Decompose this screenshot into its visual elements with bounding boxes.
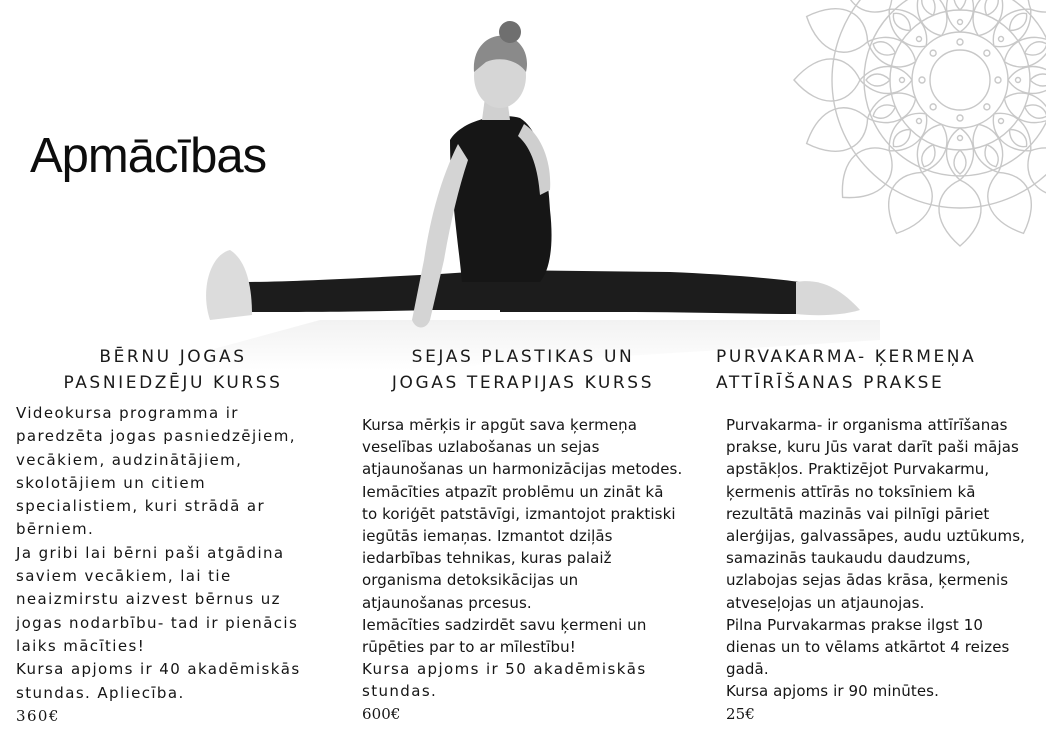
description-line: Purvakarma- ir organisma attīrīšanas	[726, 416, 1008, 434]
description-line: samazinās taukaudu daudzums,	[726, 549, 971, 568]
description-line: Kursa apjoms ir 50 akadēmiskās	[362, 660, 647, 679]
course-price: 360€	[16, 706, 60, 725]
course-price: 25€	[726, 704, 755, 723]
description-line: veselības uzlabošanas un sejas	[362, 438, 600, 457]
course-title-line: BĒRNU JOGAS	[99, 347, 247, 367]
course-price: 600€	[362, 704, 401, 723]
course-description-childrens-yoga	[16, 402, 336, 728]
description-line: vecākiem, audzinātājiem,	[16, 450, 243, 469]
course-title-line: ATTĪRĪŠANAS PRAKSE	[716, 373, 945, 393]
description-line: Kursa apjoms ir 40 akadēmiskās	[16, 660, 301, 679]
description-line: atveseļojas un atjaunojas.	[726, 593, 925, 612]
description-line: uzlabojas sejas ādas krāsa, ķermenis	[726, 571, 1009, 590]
description-line: to koriģēt patstāvīgi, izmantojot praktiski	[362, 504, 676, 523]
course-title-line: PURVAKARMA- ĶERMEŅA	[716, 347, 977, 367]
description-line: atjaunošanas un harmonizācijas metodes.	[362, 460, 683, 479]
course-description-purvakarma	[726, 414, 1026, 725]
course-title-face-yoga	[378, 344, 668, 396]
description-line: stundas. Apliecība.	[16, 683, 185, 702]
page-title: Apmācības	[30, 129, 267, 183]
description-line: Kursa apjoms ir 90 minūtes.	[726, 682, 939, 701]
description-line: apstākļos. Praktizējot Purvakarmu,	[726, 460, 990, 479]
description-line: skolotājiem un citiem	[16, 473, 206, 492]
description-line: alerģijas, galvassāpes, audu uztūkums,	[726, 527, 1026, 546]
description-line: prakse, kuru Jūs varat darīt paši mājas	[726, 438, 1019, 457]
description-line: Iemācīties atpazīt problēmu un zināt kā	[362, 482, 664, 501]
description-line: Iemācīties sadzirdēt savu ķermeni un	[362, 615, 647, 634]
description-line: ķermenis attīrās no toksīniem kā	[726, 482, 976, 501]
description-line: dienas un to vēlams atkārtot 4 reizes	[726, 638, 1010, 657]
description-line: jogas nodarbību- tad ir pienācis	[16, 613, 299, 632]
description-line: iegūtās iemaņas. Izmantot dziļās	[362, 527, 613, 546]
description-line: laiks mācīties!	[16, 636, 146, 655]
course-title-line: JOGAS TERAPIJAS KURSS	[391, 373, 655, 393]
description-line: rezultātā mazinās vai pilnīgi pāriet	[726, 504, 990, 523]
description-line: iedarbības tehnikas, kuras palaiž	[362, 549, 612, 568]
description-line: atjaunošanas prcesus.	[362, 593, 532, 612]
description-line: Pilna Purvakarmas prakse ilgst 10	[726, 615, 984, 634]
course-description-face-yoga	[362, 414, 692, 725]
description-line: Ja gribi lai bērni paši atgādina	[16, 543, 285, 562]
course-title-childrens-yoga	[58, 344, 288, 396]
description-line: paredzēta jogas pasniedzējiem,	[16, 427, 296, 446]
description-line: Videokursa programma ir	[16, 404, 239, 422]
description-line: Kursa mērķis ir apgūt sava ķermeņa	[362, 416, 638, 434]
description-line: organisma detoksikācijas un	[362, 571, 579, 590]
description-line: rūpēties par to ar mīlestību!	[362, 638, 576, 657]
description-line: specialistiem, kuri strādā ar	[16, 497, 266, 516]
yoga-split-photo	[200, 20, 880, 370]
description-line: stundas.	[362, 682, 438, 701]
description-line: gadā.	[726, 660, 769, 679]
course-title-purvakarma	[716, 344, 976, 396]
course-title-line: PASNIEDZĒJU KURSS	[63, 373, 283, 393]
description-line: neaizmirstu aizvest bērnus uz	[16, 590, 281, 609]
description-line: saviem vecākiem, lai tie	[16, 567, 232, 586]
description-line: bērniem.	[16, 520, 95, 539]
course-title-line: SEJAS PLASTIKAS UN	[411, 347, 635, 367]
